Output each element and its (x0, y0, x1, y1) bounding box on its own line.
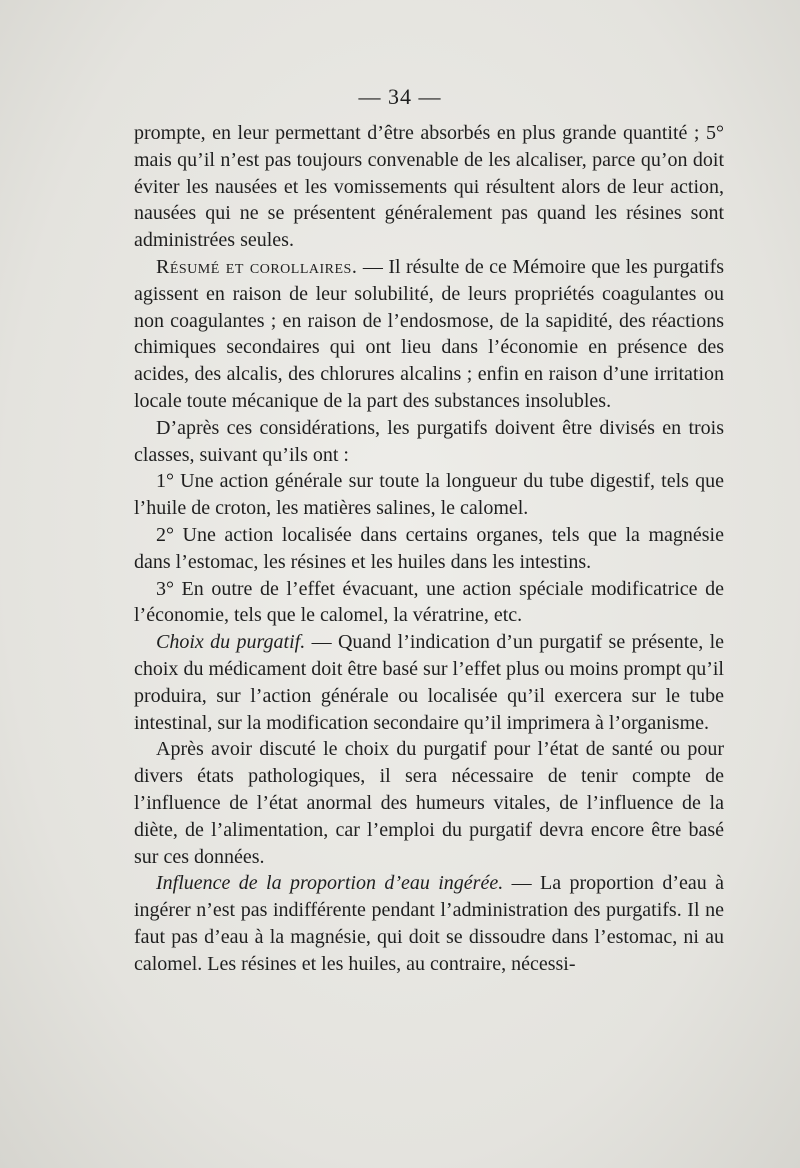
paragraph-9-text: — La proportion d’eau à ingérer n’est pas indifférente pendant l’administration des purgatifs. Il ne faut pas d’eau à la magnésie, qui doit se dissoudre dans l’estomac, ni au calomel. Les résines et les huiles, au contraire, nécessi- (134, 872, 724, 975)
section-heading-resume: Résumé et corollaires. (156, 255, 358, 278)
paragraph-9 (134, 870, 724, 977)
paragraph-1: prompte, en leur permettant d’être absorbés en plus grande quantité ; 5° mais qu’il n’est pas toujours convenable de les alcaliser, parce qu’on doit éviter les nausées et les vomissements qui résultent alors de leur action, nausées qui ne se présentent généralement pas quand les résines sont administrées seules. (134, 122, 724, 252)
list-item-2: 2° Une action localisée dans certains organes, tels que la magnésie dans l’estomac, les résines et les huiles dans les intestins. (134, 523, 724, 573)
body-text (134, 120, 724, 978)
list-item-3: 3° En outre de l’effet évacuant, une action spéciale modificatrice de l’économie, tels que le calomel, la vératrine, etc. (134, 577, 724, 627)
paragraph-7 (134, 629, 724, 736)
paragraph-8: Après avoir discuté le choix du purgatif pour l’état de santé ou pour divers états pathologiques, il sera nécessaire de tenir compte de l’influence de l’état anormal des humeurs vitales, de l’influence de la diète, de l’alimentation, car l’emploi du purgatif devra encore être basé sur ces données. (134, 738, 724, 868)
section-heading-choix: Choix du purgatif. (156, 631, 306, 654)
list-item-1: 1° Une action générale sur toute la longueur du tube digestif, tels que l’huile de croton, les matières salines, le calomel. (134, 470, 724, 520)
paragraph-7-text: — Quand l’indication d’un purgatif se présente, le choix du médicament doit être basé sur l’effet plus ou moins prompt qu’il produira, sur l’action générale ou localisée qu’il exercera sur le tube intestinal, sur la modification secondaire qu’il imprimera à l’organisme. (134, 631, 725, 734)
paragraph-2-text: — Il résulte de ce Mémoire que les purgatifs agissent en raison de leur solubilité, de leurs propriétés coagulantes ou non coagulantes ; en raison de l’endosmose, de la sapidité, des réactions chimiques secondaires qui ont lieu dans l’économie en présence des acides, des alcalis, des chlorures alcalins ; enfin en raison d’une irritation locale toute mécanique de la part des substances insolubles. (134, 255, 725, 412)
page-number: — 34 — (358, 84, 442, 109)
paragraph-2 (134, 254, 724, 415)
section-heading-influence: Influence de la proportion d’eau ingérée. (156, 872, 504, 895)
paragraph-3: D’après ces considérations, les purgatifs doivent être divisés en trois classes, suivant qu’ils ont : (134, 416, 724, 466)
